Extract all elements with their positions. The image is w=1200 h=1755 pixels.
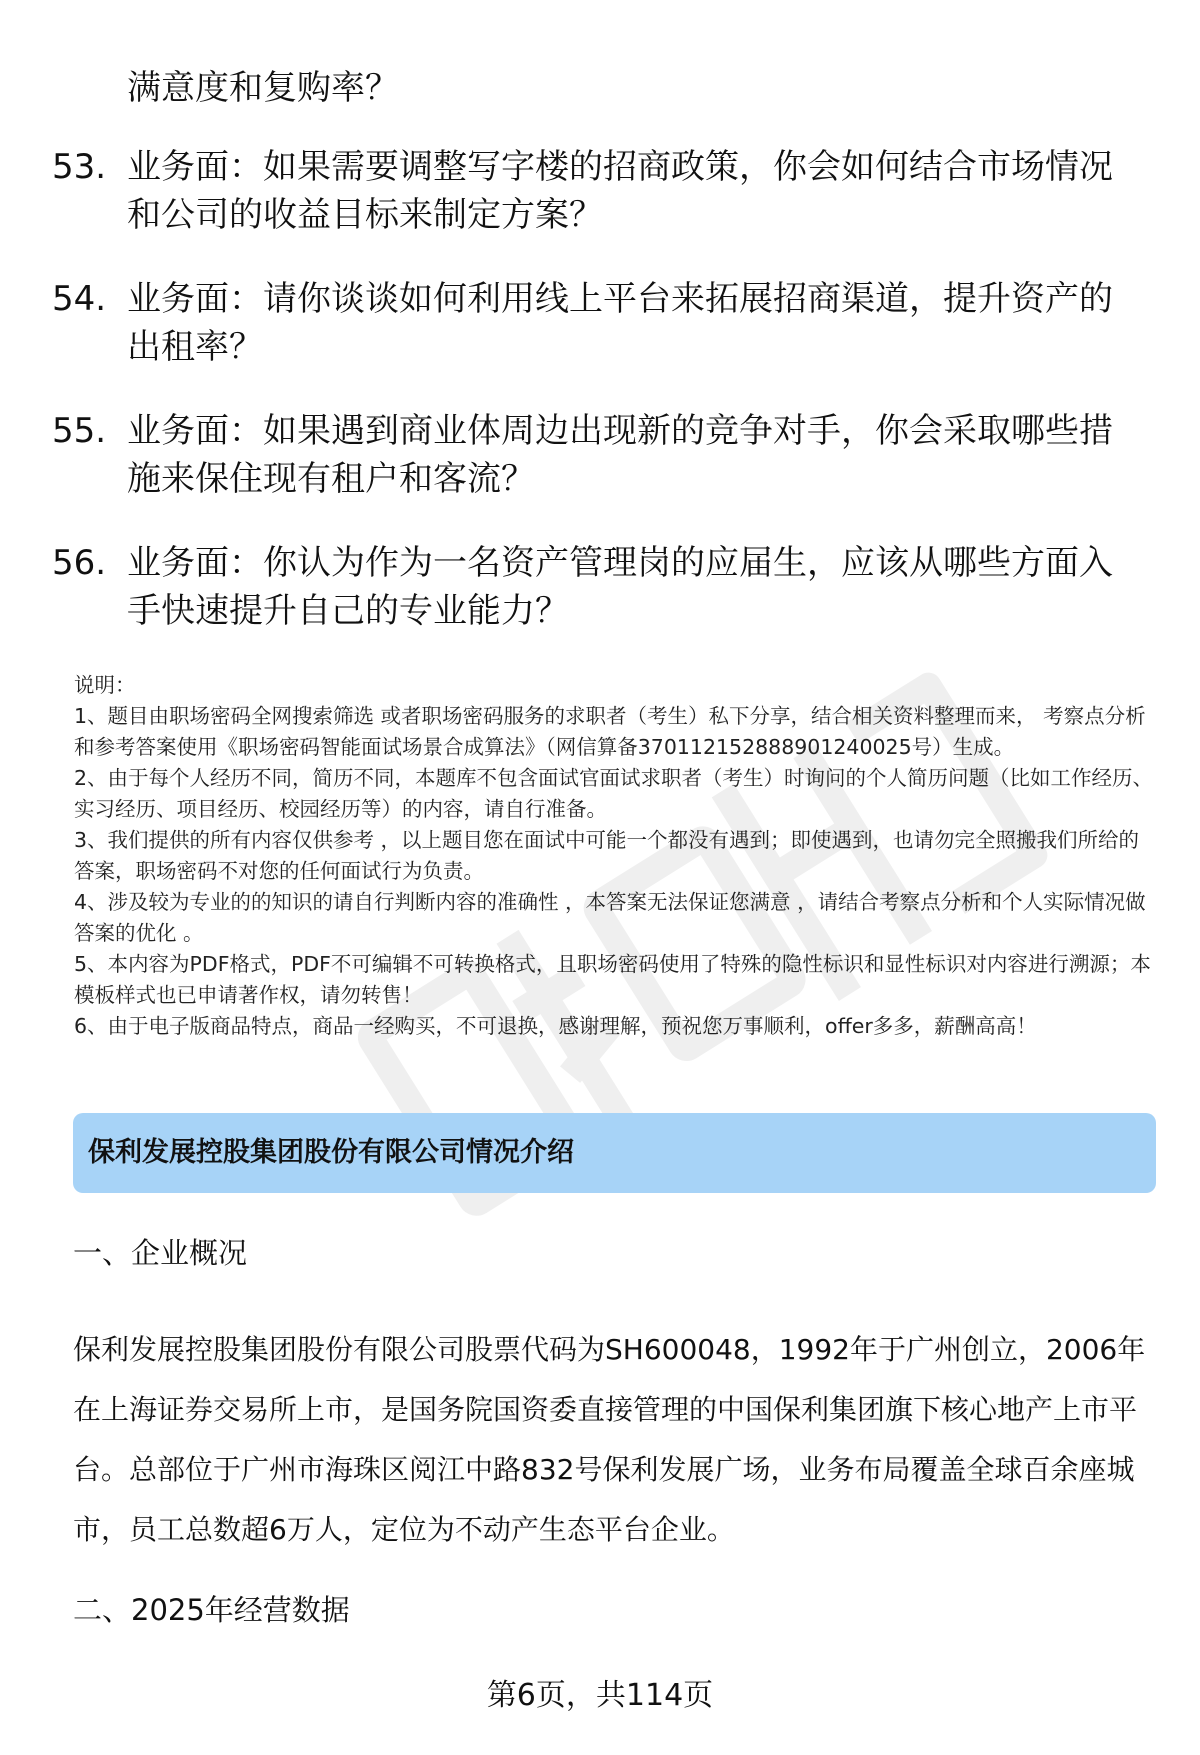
notes-title: 说明： — [74, 673, 136, 697]
company-intro-title: 保利发展控股集团股份有限公司情况介绍 — [88, 1137, 574, 1168]
company-intro-banner — [73, 1113, 1156, 1193]
question-number: 54. — [52, 279, 107, 319]
question-item — [52, 407, 1142, 503]
note-item: 2、由于每个人经历不同，简历不同，本题库不包含面试官面试求职者（考生）时询问的个人简历问题（比如工作经历、实习经历、项目经历、校园经历等）的内容，请自行准备。 — [74, 766, 1154, 821]
question-text: 业务面：你认为作为一名资产管理岗的应届生，应该从哪些方面入手快速提升自己的专业能力？ — [127, 543, 1113, 631]
page-number: 第6页，共114页 — [486, 1678, 714, 1713]
question-number: 56. — [52, 543, 107, 583]
question-item — [52, 275, 1142, 371]
note-item: 5、本内容为PDF格式，PDF不可编辑不可转换格式，且职场密码使用了特殊的隐性标识和显性标识对内容进行溯源；本模板样式也已申请著作权，请勿转售！ — [74, 952, 1151, 1007]
note-item: 4、涉及较为专业的的知识的请自行判断内容的准确性 ，本答案无法保证您满意 ，请结合考察点分析和个人实际情况做答案的优化 。 — [74, 890, 1146, 945]
note-item: 3、我们提供的所有内容仅供参考 ，以上题目您在面试中可能一个都没有遇到；即使遇到，也请勿完全照搬我们所给的答案，职场密码不对您的任何面试行为负责。 — [74, 828, 1140, 883]
company-overview-paragraph: 保利发展控股集团股份有限公司股票代码为SH600048，1992年于广州创立，2006年在上海证券交易所上市，是国务院国资委直接管理的中国保利集团旗下核心地产上市平台。总部位于广州市海珠区阅江中路832号保利发展广场，业务布局覆盖全球百余座城市，员工总数超6万人，定位为不动产生态平台企业。 — [73, 1333, 1146, 1546]
note-item: 6、由于电子版商品特点，商品一经购买，不可退换，感谢理解，预祝您万事顺利，offer多多，薪酬高高！ — [74, 1014, 1037, 1038]
question-number: 53. — [52, 147, 107, 187]
disclaimer-notes — [74, 670, 1154, 1042]
question-continuation: 满意度和复购率？ — [127, 68, 399, 108]
question-number: 55. — [52, 411, 107, 451]
question-text: 业务面：如果遇到商业体周边出现新的竞争对手，你会采取哪些措施来保住现有租户和客流？ — [127, 411, 1113, 499]
section-heading-operating-data: 二、2025年经营数据 — [73, 1593, 350, 1627]
question-item — [52, 539, 1142, 635]
section-heading-overview: 一、企业概况 — [73, 1236, 248, 1270]
question-text: 业务面：请你谈谈如何利用线上平台来拓展招商渠道，提升资产的出租率？ — [127, 279, 1113, 367]
question-text: 业务面：如果需要调整写字楼的招商政策，你会如何结合市场情况和公司的收益目标来制定方案？ — [127, 147, 1113, 235]
question-item — [52, 143, 1142, 239]
question-list — [52, 143, 1142, 671]
note-item: 1、题目由职场密码全网搜索筛选 或者职场密码服务的求职者（考生）私下分享，结合相关资料整理而来， 考察点分析和参考答案使用《职场密码智能面试场景合成算法》（网信算备370112152888901240025号）生成。 — [74, 704, 1146, 759]
